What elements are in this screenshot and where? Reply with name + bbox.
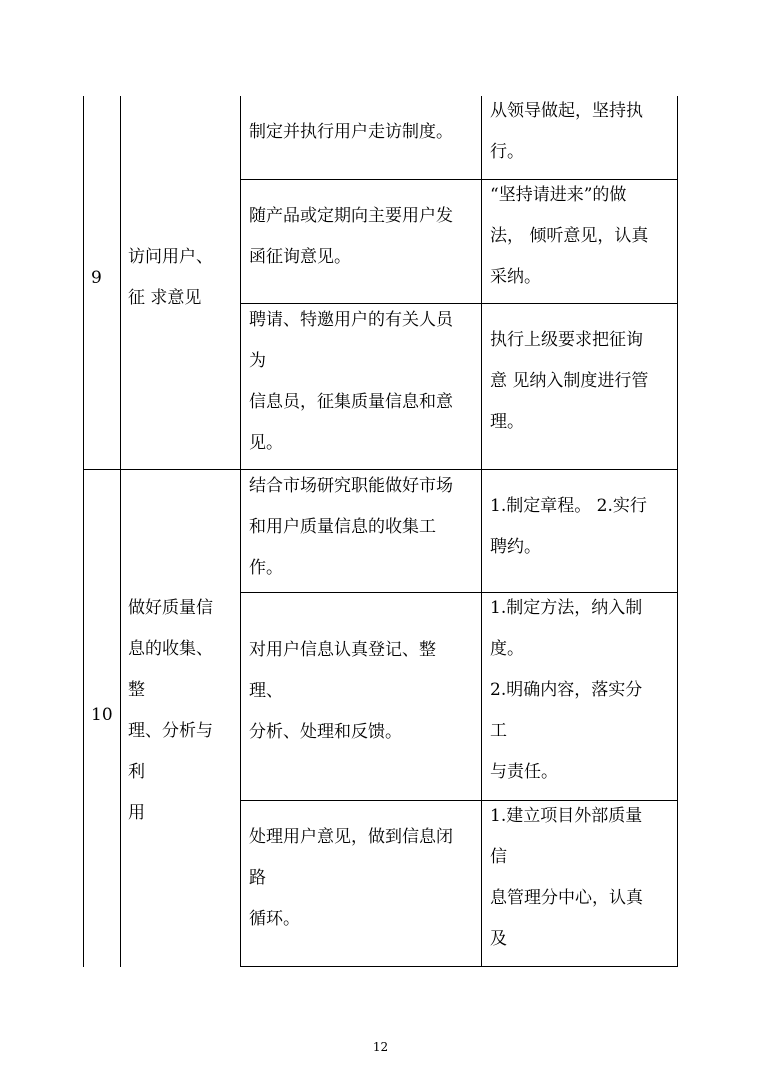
table-border-left bbox=[83, 96, 84, 967]
row-10-entry-3-bottom-border bbox=[240, 966, 678, 967]
measure-cell: 对用户信息认真登记、整 理、 分析、处理和反馈。 bbox=[249, 640, 436, 742]
row-number: 10 bbox=[91, 705, 113, 725]
method-cell: 1.建立项目外部质量 信 息管理分中心，认真 及 bbox=[490, 806, 643, 949]
measure-cell: 结合市场研究职能做好市场 和用户质量信息的收集工 作。 bbox=[249, 476, 453, 578]
table-divider-number bbox=[120, 96, 121, 967]
measure-cell: 随产品或定期向主要用户发 函征询意见。 bbox=[249, 206, 453, 267]
table-divider-item bbox=[240, 96, 241, 967]
method-cell: 1.制定章程。 2.实行 聘约。 bbox=[490, 496, 647, 557]
method-cell: 执行上级要求把征询 意 见纳入制度进行管 理。 bbox=[490, 330, 649, 432]
row-number: 9 bbox=[91, 268, 102, 288]
item-cell: 做好质量信 息的收集、 整 理、分析与 利 用 bbox=[128, 598, 213, 823]
method-cell: “坚持请进来”的做 法， 倾听意见，认真 采纳。 bbox=[490, 185, 649, 287]
page-number: 12 bbox=[372, 1040, 389, 1054]
method-cell: 从领导做起，坚持执 行。 bbox=[490, 101, 643, 162]
method-cell: 1.制定方法，纳入制 度。 2.明确内容，落实分 工 与责任。 bbox=[490, 598, 643, 782]
measure-cell: 处理用户意见，做到信息闭 路 循环。 bbox=[249, 827, 453, 929]
measure-cell: 聘请、特邀用户的有关人员 为 信息员，征集质量信息和意 见。 bbox=[249, 310, 453, 453]
table-divider-measure bbox=[481, 96, 482, 967]
measure-cell: 制定并执行用户走访制度。 bbox=[249, 122, 453, 142]
table-border-right bbox=[677, 96, 678, 967]
item-cell: 访问用户、 征 求意见 bbox=[128, 247, 213, 308]
